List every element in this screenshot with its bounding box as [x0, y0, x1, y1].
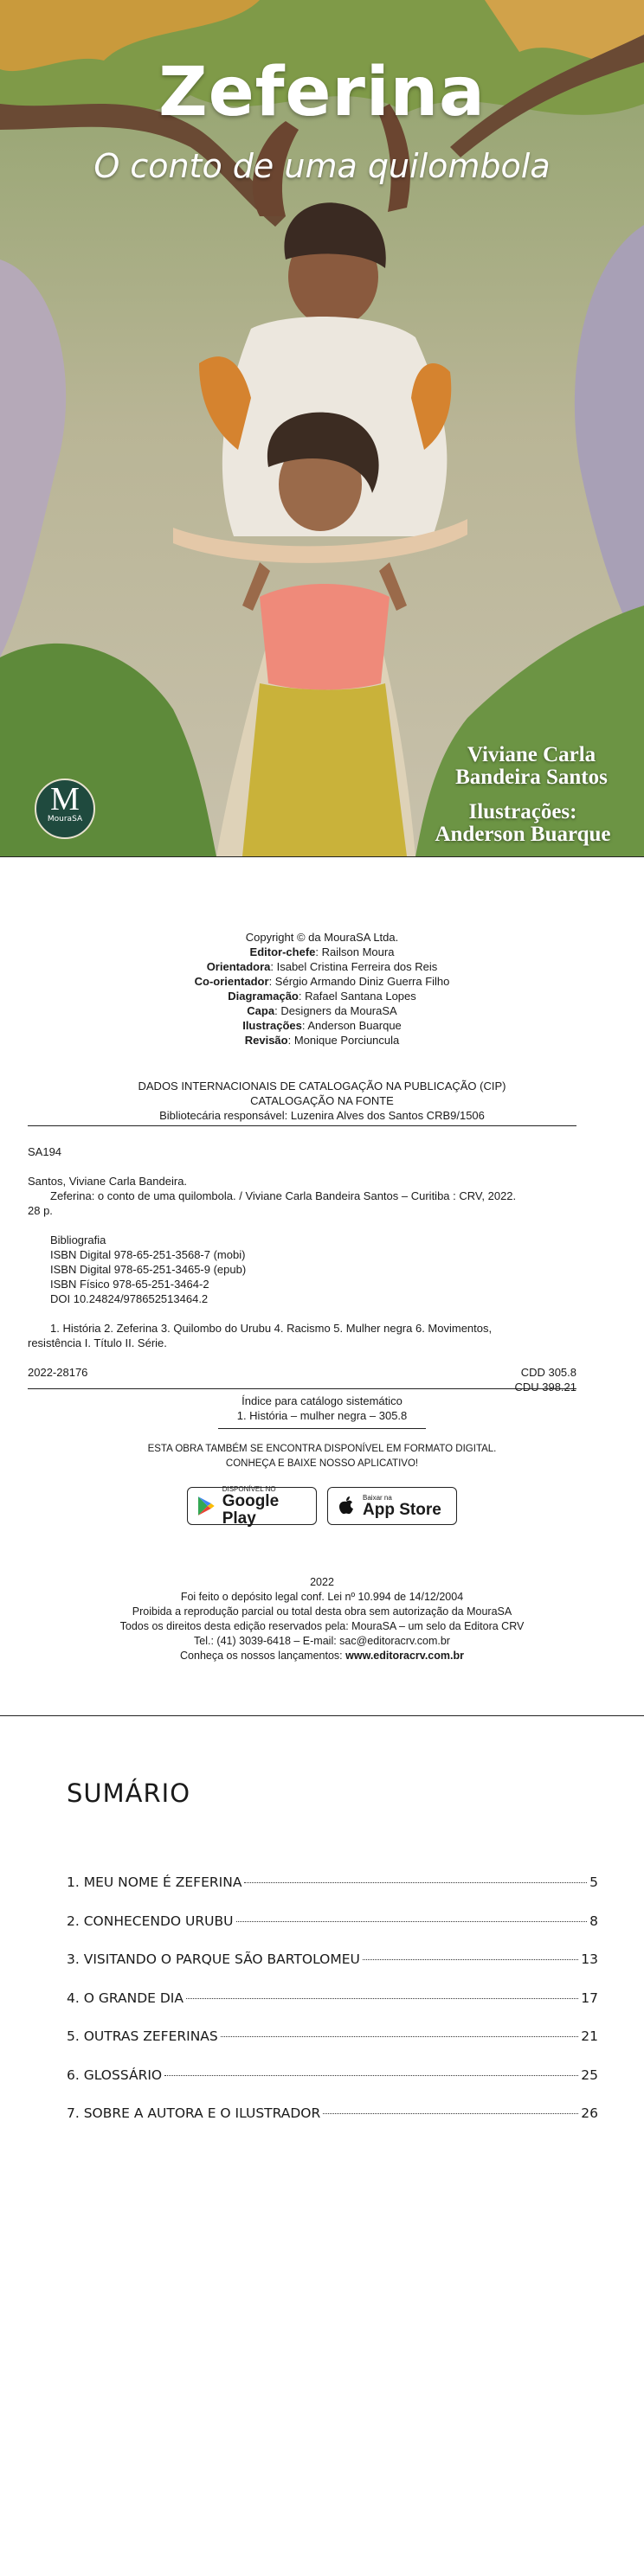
legal-notice: [0, 1575, 644, 1663]
apple-icon: [337, 1496, 356, 1516]
toc-item[interactable]: [67, 1913, 598, 1952]
year: 2022: [310, 1576, 334, 1588]
toc-item-label: 6. GLOSSÁRIO: [67, 2067, 163, 2083]
app-promo-line-2: CONHEÇA E BAIXE NOSSO APLICATIVO!: [225, 1458, 419, 1469]
cdu-code: CDU 398.21: [514, 1381, 576, 1394]
toc-leader: [236, 1921, 588, 1922]
toc-leader: [164, 2075, 578, 2076]
google-play-small: DISPONÍVEL NO: [222, 1484, 276, 1493]
cdd-code: CDD 305.8: [520, 1366, 576, 1379]
credit-line: Capa: Designers da MouraSA: [247, 1004, 397, 1017]
index-title: Índice para catálogo sistemático: [242, 1394, 402, 1407]
google-play-icon: [196, 1496, 216, 1516]
toc-item-label: 2. CONHECENDO URUBU: [67, 1913, 234, 1929]
book-subtitle: O conto de uma quilombola: [93, 147, 551, 185]
book-cover: [0, 0, 644, 856]
title-entry: Zeferina: o conto de uma quilombola. / Viviane Carla Bandeira Santos – Curitiba : CRV, 2022.: [50, 1189, 517, 1202]
toc-item-page: 17: [581, 1990, 598, 2006]
app-store-badge[interactable]: [327, 1487, 457, 1525]
credits-block: [0, 930, 644, 1048]
table-of-contents: [67, 1874, 598, 2144]
toc-item-page: 25: [581, 2067, 598, 2083]
author-name-line1: Viviane Carla: [467, 743, 596, 766]
index-rule: [218, 1428, 426, 1429]
illustrations-label: Ilustrações:: [468, 800, 577, 823]
credit-line: Ilustrações: Anderson Buarque: [242, 1019, 402, 1032]
author-name-line2: Bandeira Santos: [455, 766, 608, 789]
systematic-index: [0, 1394, 644, 1423]
cip-top-rule: [28, 1125, 576, 1126]
record-number: 2022-28176: [28, 1366, 88, 1379]
credit-line: Revisão: Monique Porciuncula: [244, 1034, 400, 1047]
toc-item-page: 13: [581, 1951, 598, 1967]
google-play-badge[interactable]: [187, 1484, 317, 1528]
author-name: [445, 744, 618, 789]
subjects-entry: 1. História 2. Zeferina 3. Quilombo do Urubu 4. Racismo 5. Mulher negra 6. Movimentos,: [50, 1322, 493, 1335]
launches: Conheça os nossos lançamentos: www.editoracrv.com.br: [180, 1650, 464, 1662]
summary-page: [0, 1715, 644, 2576]
classification-row: [28, 1365, 576, 1380]
toc-item-label: 1. MEU NOME É ZEFERINA: [67, 1874, 242, 1890]
publisher-logo-name: MouraSA: [47, 815, 83, 823]
summary-title: SUMÁRIO: [67, 1778, 191, 1808]
toc-item-label: 4. O GRANDE DIA: [67, 1990, 184, 2006]
credit-line: Diagramação: Rafael Santana Lopes: [228, 990, 416, 1003]
publisher-logo-letter: M: [50, 781, 80, 817]
illustrator-name: Anderson Buarque: [435, 823, 611, 846]
credit-line: Co-orientador: Sérgio Armando Diniz Guerra Filho: [194, 975, 450, 988]
toc-item[interactable]: [67, 1990, 598, 2029]
toc-leader: [221, 2036, 579, 2037]
toc-item[interactable]: [67, 2105, 598, 2144]
illustrator-credit: [428, 801, 618, 846]
prohibition: Proibida a reprodução parcial ou total desta obra sem autorização da MouraSA: [132, 1605, 512, 1618]
colophon-page: [0, 856, 644, 1715]
app-store-small: Baixar na: [363, 1493, 392, 1502]
book-title: Zeferina: [158, 54, 486, 131]
rights: Todos os direitos desta edição reservados pela: MouraSA – um selo da Editora CRV: [119, 1620, 525, 1632]
toc-item[interactable]: [67, 2067, 598, 2106]
website-link[interactable]: www.editoracrv.com.br: [345, 1650, 464, 1662]
contact: Tel.: (41) 3039-6418 – E-mail: sac@editoracrv.com.br: [194, 1635, 450, 1647]
doi-entry: DOI 10.24824/978652513464.2: [50, 1292, 209, 1305]
store-badges: [0, 1484, 644, 1528]
legal-deposit: Foi feito o depósito legal conf. Lei nº 10.994 de 14/12/2004: [180, 1591, 464, 1603]
isbn-entry: ISBN Físico 978-65-251-3464-2: [50, 1278, 209, 1291]
toc-item-page: 21: [581, 2028, 598, 2044]
cip-line-1: DADOS INTERNACIONAIS DE CATALOGAÇÃO NA PUBLICAÇÃO (CIP): [138, 1080, 506, 1093]
toc-item[interactable]: [67, 2028, 598, 2067]
toc-leader: [323, 2113, 578, 2114]
toc-item-page: 5: [589, 1874, 598, 1890]
toc-leader: [244, 1882, 587, 1883]
credit-line: Editor-chefe: Railson Moura: [249, 945, 395, 958]
toc-item-label: 3. VISITANDO O PARQUE SÃO BARTOLOMEU: [67, 1951, 360, 1967]
isbn-entry: ISBN Digital 978-65-251-3465-9 (epub): [50, 1263, 247, 1276]
credit-line: Orientadora: Isabel Cristina Ferreira dos Reis: [206, 960, 438, 973]
cip-record: [28, 1144, 576, 1394]
toc-leader: [363, 1959, 578, 1960]
author-entry: Santos, Viviane Carla Bandeira.: [28, 1175, 188, 1188]
isbn-entry: ISBN Digital 978-65-251-3568-7 (mobi): [50, 1248, 246, 1261]
google-play-big: Google Play: [222, 1491, 280, 1528]
toc-item-page: 8: [589, 1913, 598, 1929]
cip-line-3: Bibliotecária responsável: Luzenira Alves dos Santos CRB9/1506: [159, 1109, 485, 1122]
app-promo: [0, 1442, 644, 1471]
copyright-line: Copyright © da MouraSA Ltda.: [245, 931, 399, 944]
subjects-entry-cont: resistência I. Título II. Série.: [28, 1336, 167, 1349]
bibliography-entry: Bibliografia: [50, 1234, 106, 1246]
toc-leader: [186, 1998, 578, 1999]
cip-bottom-rule: [28, 1388, 576, 1389]
pages-entry: 28 p.: [28, 1204, 53, 1217]
cip-header: [0, 1079, 644, 1123]
toc-item-page: 26: [581, 2105, 598, 2121]
toc-item[interactable]: [67, 1874, 598, 1913]
publisher-logo: [35, 779, 95, 839]
toc-item-label: 7. SOBRE A AUTORA E O ILUSTRADOR: [67, 2105, 321, 2121]
app-promo-line-1: ESTA OBRA TAMBÉM SE ENCONTRA DISPONÍVEL EM FORMATO DIGITAL.: [147, 1444, 497, 1454]
app-store-big: App Store: [363, 1500, 441, 1519]
cip-line-2: CATALOGAÇÃO NA FONTE: [250, 1094, 394, 1107]
toc-item-label: 5. OUTRAS ZEFERINAS: [67, 2028, 218, 2044]
index-entry: 1. História – mulher negra – 305.8: [236, 1409, 408, 1422]
toc-item[interactable]: [67, 1951, 598, 1990]
call-number: SA194: [28, 1145, 62, 1158]
